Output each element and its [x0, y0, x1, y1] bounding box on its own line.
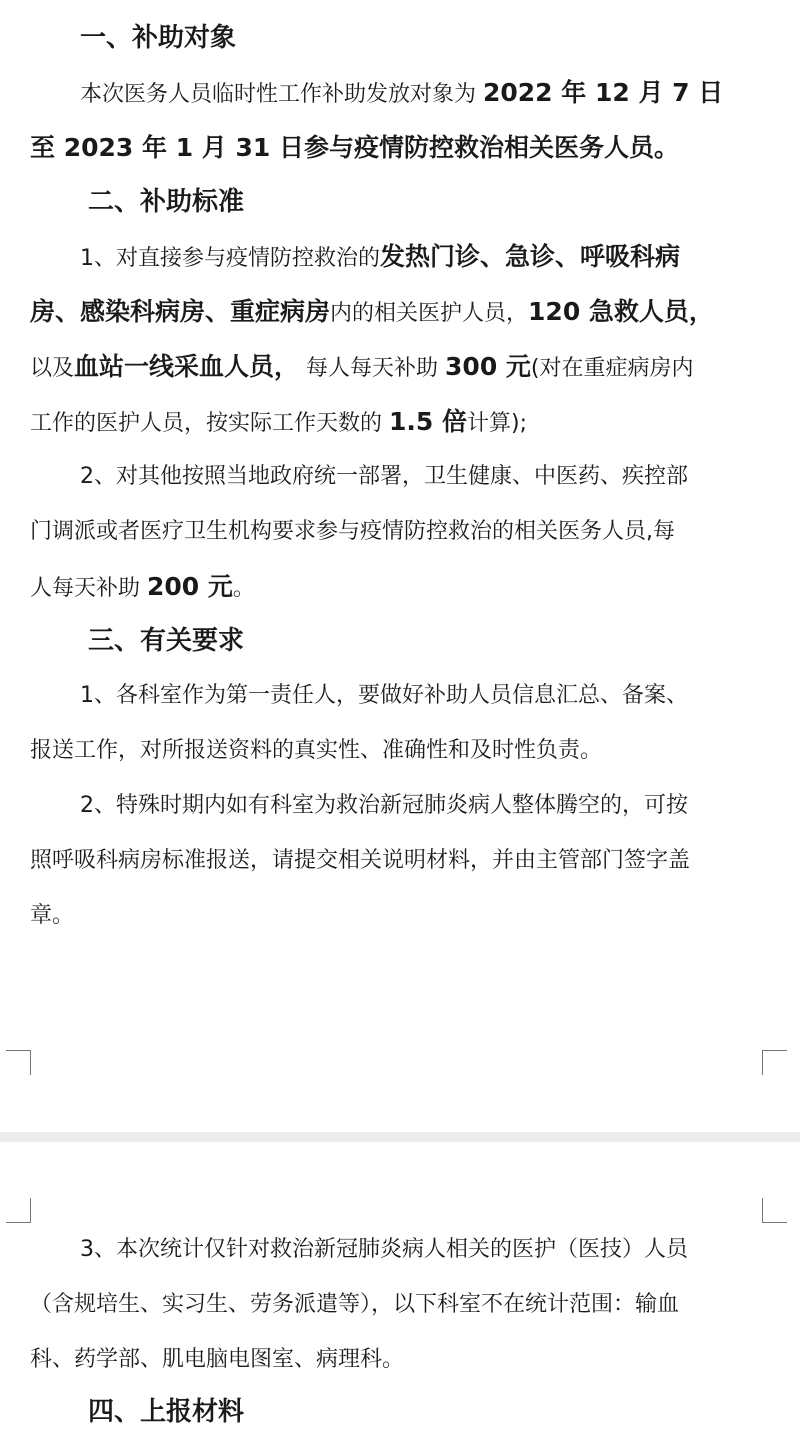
section-2-item-2-line-2: 门调派或者医疗卫生机构要求参与疫情防控救治的相关医务人员,每 — [30, 519, 675, 544]
section-3-item-3-line-2: （含规培生、实习生、劳务派遣等），以下科室不在统计范围：输血 — [30, 1292, 680, 1317]
section-4-title: 四、上报材料 — [88, 1397, 245, 1427]
section-3-item-1-line-2: 报送工作，对所报送资料的真实性、准确性和及时性负责。 — [30, 738, 603, 763]
document-page-2 — [0, 1142, 800, 1427]
section-3-title: 三、有关要求 — [88, 626, 245, 656]
page-corner-mark-top-left — [6, 1198, 31, 1223]
section-2-item-1-line-1: 1、对直接参与疫情防控救治的发热门诊、急诊、呼吸科病 — [80, 242, 681, 271]
section-3-item-1-line-1: 1、各科室作为第一责任人，要做好补助人员信息汇总、备案、 — [80, 683, 688, 708]
section-3-item-2-line-1: 2、特殊时期内如有科室为救治新冠肺炎病人整体腾空的，可按 — [80, 793, 688, 818]
section-2-title: 二、补助标准 — [88, 187, 245, 217]
section-1-title: 一、补助对象 — [80, 23, 237, 53]
section-3-item-3-line-1: 3、本次统计仅针对救治新冠肺炎病人相关的医护（医技）人员 — [80, 1237, 688, 1262]
section-2-item-1-line-3: 以及血站一线采血人员， 每人每天补助 300 元(对在重症病房内 — [30, 352, 694, 381]
section-2-item-2-line-1: 2、对其他按照当地政府统一部署，卫生健康、中医药、疾控部 — [80, 464, 688, 489]
section-3-item-3-line-3: 科、药学部、肌电脑电图室、病理科。 — [30, 1347, 405, 1372]
section-1-paragraph-line-2: 至 2023 年 1 月 31 日参与疫情防控救治相关医务人员。 — [30, 133, 679, 162]
page-corner-mark-bottom-right — [762, 1050, 787, 1075]
page-corner-mark-top-right — [762, 1198, 787, 1223]
section-3-item-2-line-3: 章。 — [30, 903, 75, 928]
page-separator — [0, 1132, 800, 1142]
section-1-paragraph-line-1: 本次医务人员临时性工作补助发放对象为 2022 年 12 月 7 日 — [80, 78, 724, 107]
section-2-item-2-line-3: 人每天补助 200 元。 — [30, 572, 255, 601]
section-2-item-1-line-4: 工作的医护人员，按实际工作天数的 1.5 倍计算); — [30, 407, 527, 436]
section-3-item-2-line-2: 照呼吸科病房标准报送，请提交相关说明材料，并由主管部门签字盖 — [30, 848, 691, 873]
section-2-item-1-line-2: 房、感染科病房、重症病房内的相关医护人员，120 急救人员， — [30, 297, 714, 326]
page-corner-mark-bottom-left — [6, 1050, 31, 1075]
